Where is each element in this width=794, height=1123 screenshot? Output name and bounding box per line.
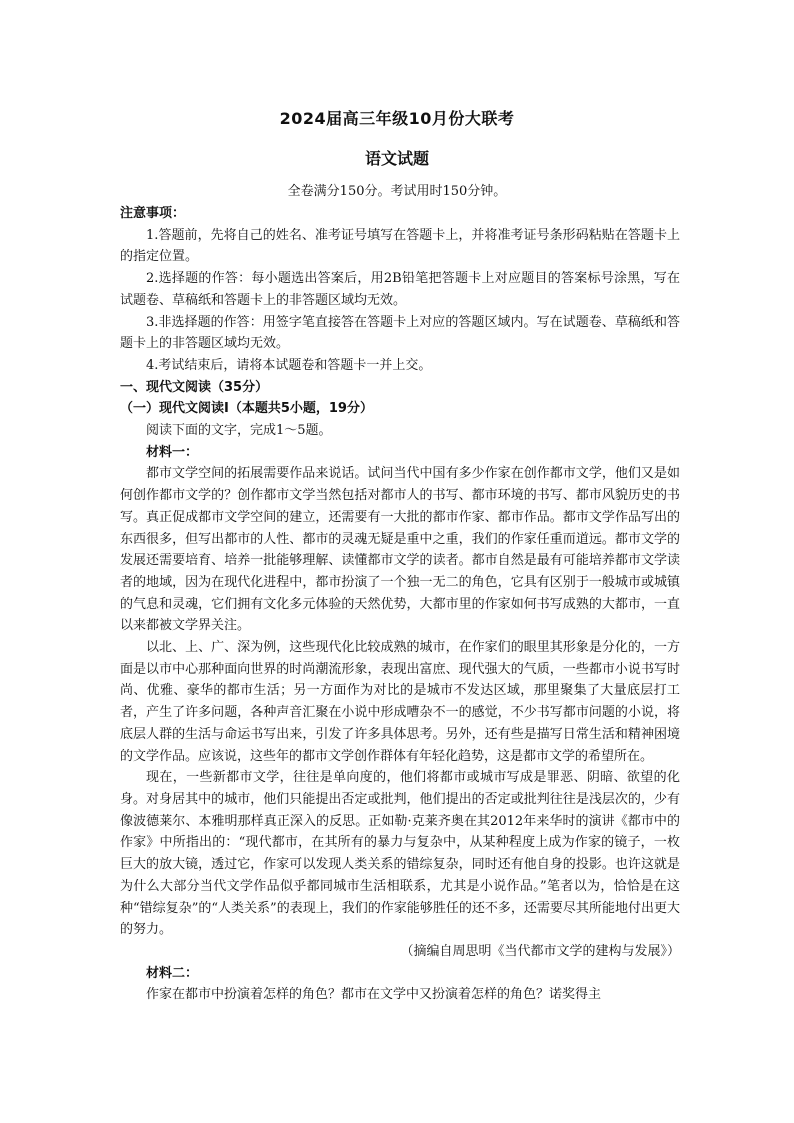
exam-subject: 语文试题 xyxy=(364,149,429,168)
notice-item: 4.考试结束后，请将本试题卷和答题卡一并上交。 xyxy=(146,357,432,373)
notice-item: 1.答题前，先将自己的姓名、准考证号填写在答题卡上，并将准考证号条形码粘贴在答题卡上的指定位置。 xyxy=(120,227,680,265)
exam-content xyxy=(120,203,680,1006)
exam-title: 2024届高三年级10月份大联考 xyxy=(279,109,515,128)
notice-heading: 注意事项： xyxy=(120,206,186,221)
material-paragraph: 现在，一些新都市文学，往往是单向度的，他们将都市或城市写成是罪恶、阴暗、欲望的化身。对身居其中的城市，他们只能提出否定或批判，他们提出的否定或批判往往是浅层次的，少有像波德莱尔、本雅明那样真正深入的反思。正如勒·克莱齐奥在其2012年来华时的演讲《都市中的作家》中所指出的：“现代都市，在其所有的暴力与复杂中，从某种程度上成为作家的镜子，一枚巨大的放大镜，透过它，作家可以发现人类关系的错综复杂，同时还有他自身的投影。也许这就是为什么大部分当代文学作品似乎都同城市生活相联系，尤其是小说作品。”笔者以为，恰恰是在这种“错综复杂”的“人类关系”的表现上，我们的作家能够胜任的还不多，还需要尽其所能地付出更大的努力。 xyxy=(120,770,680,938)
material-paragraph: 作家在都市中扮演着怎样的角色？都市在文学中又扮演着怎样的角色？诺奖得主 xyxy=(146,987,602,1003)
notice-item: 3.非选择题的作答：用签字笔直接答在答题卡上对应的答题区域内。写在试题卷、草稿纸和答题卡上的非答题区域均无效。 xyxy=(120,314,680,352)
reading-instruction: 阅读下面的文字，完成1～5题。 xyxy=(146,423,332,439)
material-paragraph: 以北、上、广、深为例，这些现代化比较成熟的城市，在作家们的眼里其形象是分化的，一方面是以市中心那种面向世界的时尚潮流形象，表现出富庶、现代强大的气质，一些都市小说书写时尚、优雅、豪华的都市生活；另一方面作为对比的是城市不发达区域，那里聚集了大量底层打工者，产生了许多问题，各种声音汇聚在小说中形成嘈杂不一的感觉，不少书写都市问题的小说，将底层人群的生活与命运书写出来，引发了许多具体思考。另外，还有些是描写日常生活和精神困境的文学作品。应该说，这些年的都市文学创作群体有年轻化趋势，这是都市文学的希望所在。 xyxy=(120,640,680,764)
material-label: 材料一： xyxy=(146,444,199,460)
material-paragraph: 都市文学空间的拓展需要作品来说话。试问当代中国有多少作家在创作都市文学，他们又是如何创作都市文学的？创作都市文学当然包括对都市人的书写、都市环境的书写、都市风貌历史的书写。真正促成都市文学空间的建立，还需要有一大批的都市作家、都市作品。都市文学作品写出的东西很多，但写出都市的人性、都市的灵魂无疑是重中之重，我们的作家任重而道远。都市文学的发展还需要培育、培养一批能够理解、读懂都市文学的读者。都市自然是最有可能培养都市文学读者的地域，因为在现代化进程中，都市扮演了一个独一无二的角色，它具有区别于一般城市或城镇的气息和灵魂，它们拥有文化多元体验的天然优势，大都市里的作家如何书写成熟的大都市，一直以来都被文学界关注。 xyxy=(120,466,680,634)
material-source: （摘编自周思明《当代都市文学的建构与发展》） xyxy=(400,943,680,959)
section-heading: 一、现代文阅读（35分） xyxy=(120,379,269,395)
exam-meta: 全卷满分150分。考试用时150分钟。 xyxy=(287,184,507,199)
subsection-heading: （一）现代文阅读Ⅰ（本题共5小题，19分） xyxy=(120,401,373,417)
notice-item: 2.选择题的作答：每小题选出答案后，用2B铅笔把答题卡上对应题目的答案标号涂黑，写在试题卷、草稿纸和答题卡上的非答题区域均无效。 xyxy=(120,271,680,308)
material-label: 材料二： xyxy=(146,965,199,981)
